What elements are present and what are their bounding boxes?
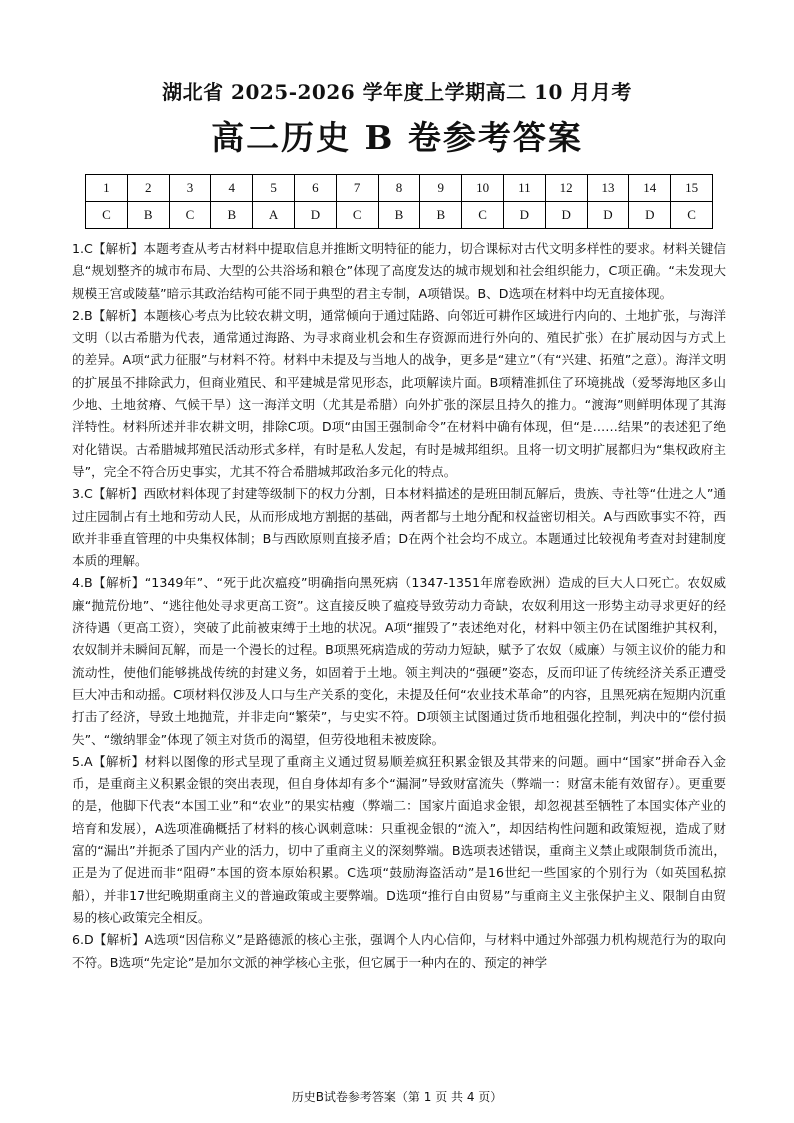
answer-key-table xyxy=(85,174,713,229)
question-number-cell: 3 xyxy=(169,175,211,202)
answer-cell: D xyxy=(545,202,587,229)
answer-cell: C xyxy=(671,202,713,229)
explanation-paragraph: 3.C【解析】西欧材料体现了封建等级制下的权力分割，日本材料描述的是班田制瓦解后，贵族、寺社等“仕进之人”通过庄园制占有土地和劳动人民，从而形成地方割据的基础，两者都与土地分配和权益密切相关。A与西欧事实不符，西欧并非垂直管理的中央集权体制；B与西欧原则直接矛盾；D在两个社会均不成立。本题通过比较视角考查对封建制度本质的理解。 xyxy=(72,486,726,569)
explanation-paragraph: 2.B【解析】本题核心考点为比较农耕文明，通常倾向于通过陆路、向邻近可耕作区域进行内向的、土地扩张，与海洋文明（以古希腊为代表，通常通过海路、为寻求商业机会和生存资源而进行外向的、殖民扩张）在扩展动因与方式上的差异。A项“武力征服”与材料不符。材料中未提及与当地人的战争，更多是“建立”（有“兴建、拓殖”之意）。海洋文明的扩展虽不排除武力，但商业殖民、和平建城是常见形态，此项解读片面。B项精准抓住了环境挑战（爱琴海地区多山少地、土地贫瘠、气候干旱）这一海洋文明（尤其是希腊）向外扩张的深层且持久的推力。“渡海”则鲜明体现了其海洋特性。材料所述并非农耕文明，排除C项。D项“由国王强制命令”在材料中确有体现，但“是……结果”的表述犯了绝对化错误。古希腊城邦殖民活动形式多样，有时是私人发起，有时是城邦组织。且将一切文明扩展都归为“集权政府主导”，完全不符合历史事实，尤其不符合希腊城邦政治多元化的特点。 xyxy=(72,307,726,479)
answer-cell: A xyxy=(253,202,295,229)
explanation-paragraph: 5.A【解析】材料以图像的形式呈现了重商主义通过贸易顺差疯狂积累金银及其带来的问题。画中“国家”拼命吞入金币，是重商主义积累金银的突出表现，但自身体却有多个“漏洞”导致财富流失（弊端一：财富未能有效留存）。更重要的是，他脚下代表“本国工业”和“农业”的果实枯瘦（弊端二：国家片面追求金银，却忽视甚至牺牲了本国实体产业的培育和发展），A选项准确概括了材料的核心讽刺意味：只重视金银的“流入”，却因结构性问题和政策短视，造成了财富的“漏出”并扼杀了国内产业的活力，切中了重商主义的深刻弊端。B选项表述错误，重商主义禁止或限制货币流出，正是为了促进而非“阻碍”本国的资本原始积累。C选项“鼓励海盗活动”是16世纪一些国家的个别行为（如英国私掠船），并非17世纪晚期重商主义的普遍政策或主要弊端。D选项“推行自由贸易”与重商主义主张保护主义、限制自由贸易的核心政策完全相反。 xyxy=(72,753,726,925)
answer-cell: C xyxy=(169,202,211,229)
page-footer: 历史B试卷参考答案（第 1 页 共 4 页） xyxy=(291,1090,503,1104)
question-number-row xyxy=(86,175,713,202)
answer-cell: D xyxy=(503,202,545,229)
answer-cell: C xyxy=(336,202,378,229)
answer-cell: B xyxy=(127,202,169,229)
explanations-section xyxy=(72,238,726,974)
question-number-cell: 9 xyxy=(420,175,462,202)
explanation-paragraph: 1.C【解析】本题考查从考古材料中提取信息并推断文明特征的能力，切合课标对古代文明多样性的要求。材料关键信息“规划整齐的城市布局、大型的公共浴场和粮仓”体现了高度发达的城市规划和社会组织能力，C项正确。“未发现大规模王宫或陵墓”暗示其政治结构可能不同于典型的君主专制，A项错误。B、D选项在材料中均无直接体现。 xyxy=(72,241,726,301)
question-number-cell: 15 xyxy=(671,175,713,202)
page-title: 高二历史 B 卷参考答案 xyxy=(211,118,583,157)
answer-cell: D xyxy=(587,202,629,229)
question-number-cell: 4 xyxy=(211,175,253,202)
question-number-cell: 8 xyxy=(378,175,420,202)
question-number-cell: 2 xyxy=(127,175,169,202)
answer-cell: B xyxy=(378,202,420,229)
explanation-paragraph: 4.B【解析】“1349年”、“死于此次瘟疫”明确指向黑死病（1347-1351年席卷欧洲）造成的巨大人口死亡。农奴威廉“抛荒份地”、“逃往他处寻求更高工资”。这直接反映了瘟疫导致劳动力奇缺，农奴利用这一形势主动寻求更好的经济待遇（更高工资），突破了此前被束缚于土地的状况。A项“摧毁了”表述绝对化，材料中领主仍在试图维护其权利，农奴制并未瞬间瓦解，而是一个漫长的过程。B项黑死病造成的劳动力短缺，赋予了农奴（威廉）与领主议价的能力和流动性，使他们能够挑战传统的封建义务，如固着于土地。领主判决的“强硬”姿态，反而印证了传统经济关系正遭受巨大冲击和动摇。C项材料仅涉及人口与生产关系的变化，未提及任何“农业技术革命”的内容，且黑死病在短期内沉重打击了经济，导致土地抛荒，并非走向“繁荣”，与史实不符。D项领主试图通过货币地租强化控制，判决中的“偿付损失”、“缴纳罪金”体现了领主对货币的渴望，但劳役地租未被废除。 xyxy=(72,575,726,747)
question-number-cell: 14 xyxy=(629,175,671,202)
question-number-cell: 1 xyxy=(86,175,128,202)
answer-cell: C xyxy=(86,202,128,229)
explanation-paragraph: 6.D【解析】A选项“因信称义”是路德派的核心主张，强调个人内心信仰，与材料中通过外部强力机构规范行为的取向不符。B选项“先定论”是加尔文派的神学核心主张，但它属于一种内在的、预定的神学 xyxy=(72,932,726,970)
answer-cell: B xyxy=(211,202,253,229)
answer-cell: C xyxy=(462,202,504,229)
question-number-cell: 7 xyxy=(336,175,378,202)
question-number-cell: 13 xyxy=(587,175,629,202)
question-number-cell: 6 xyxy=(294,175,336,202)
question-number-cell: 11 xyxy=(503,175,545,202)
answer-cell: B xyxy=(420,202,462,229)
answer-cell: D xyxy=(294,202,336,229)
answer-cell: D xyxy=(629,202,671,229)
question-number-cell: 5 xyxy=(253,175,295,202)
question-number-cell: 10 xyxy=(462,175,504,202)
exam-title: 湖北省 2025-2026 学年度上学期高二 10 月月考 xyxy=(162,80,632,104)
answer-row xyxy=(86,202,713,229)
question-number-cell: 12 xyxy=(545,175,587,202)
